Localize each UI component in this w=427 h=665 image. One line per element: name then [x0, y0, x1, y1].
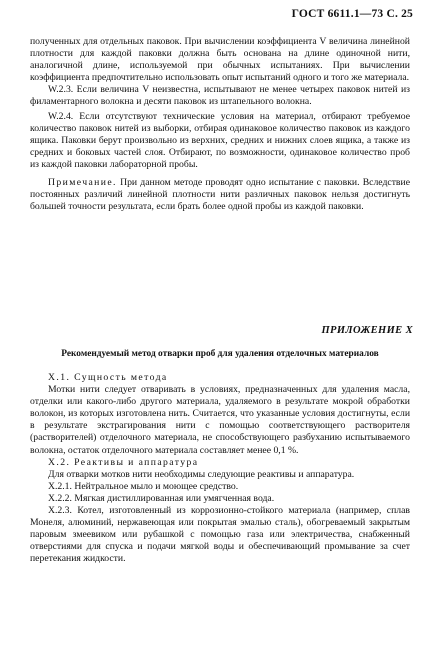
note-label: Примечание.: [48, 177, 117, 189]
page-header: ГОСТ 6611.1—73 С. 25: [291, 8, 413, 20]
list-item: X.2.2. Мягкая дистиллированная или умягченная вода.: [48, 492, 275, 504]
appendix-heading: ПРИЛОЖЕНИЕ X: [321, 325, 413, 336]
paragraph: W.2.4. Если отсутствуют технические условия на материал, отбирают требуемое количество паковок нитей из выборки, отбирая одинаковое количество паковок из каждого ящика. Паковки берут произвольно из верхних, средних и нижних слоев ящика, а также из средних и боковых частей слоя. Отбирают, по возможности, одинаковое количество проб из каждой паковки лабораторной пробы.: [30, 110, 410, 170]
paragraph: Мотки нити следует отваривать в условиях, предназначенных для удаления масла, отделки или какого-либо другого материала, удаляемого в результате мокрой обработки волокон, из которых изготовлена нить. Считается, что указанные условия достигнуты, если в результате экстрагирования нити с помощью соответствующего растворителя (растворителей) отделочного материала, не способствующего разбуханию испытываемого волокна, остаток отделочного материала составляет менее 0,1 %.: [30, 384, 410, 456]
note-text: При данном методе проводят одно испытание с паковки. Вследствие постоянных различий линейной плотности нити различных паковок нельзя достигнуть большей точности результата, если брать более одной пробы из каждой паковки.: [30, 177, 410, 213]
list-item: X.2.3. Котел, изготовленный из коррозионно-стойкого материала (например, сплав Монеля, алюминий, нержавеющая или покрытая эмалью сталь), обогреваемый закрытым паровым змеевиком или рубашкой с помощью газа или электричества, снабженный отверстиями для спуска и подачи мягкой воды и обеспечивающий промывание за счет перетекания жидкости.: [30, 505, 410, 565]
bottom-text-block: [30, 372, 410, 566]
paragraph: W.2.3. Если величина V неизвестна, испытывают не менее четырех паковок нитей из филаментарного волокна и десяти паковок из штапельного волокна.: [30, 84, 410, 108]
list-item: X.2.1. Нейтральное мыло и моющее средство.: [48, 480, 239, 492]
section-title: Рекомендуемый метод отварки проб для удаления отделочных материалов: [61, 349, 379, 359]
paragraph: полученных для отдельных паковок. При вычислении коэффициента V величина линейной плотности для каждой паковки должна быть основана на длине одиночной нити, аналогичной длине, используемой при обычных испытаниях. При вычислении коэффициента предпочтительно использовать опыт испытаний одного и того же материала.: [30, 36, 410, 84]
note: [30, 177, 410, 213]
subsection-heading: X.2. Реактивы и аппаратура: [48, 456, 199, 468]
subsection-heading: X.1. Сущность метода: [48, 372, 168, 383]
paragraph: Для отварки мотков нити необходимы следующие реактивы и аппаратура.: [48, 468, 355, 480]
top-text-block: [30, 36, 410, 213]
